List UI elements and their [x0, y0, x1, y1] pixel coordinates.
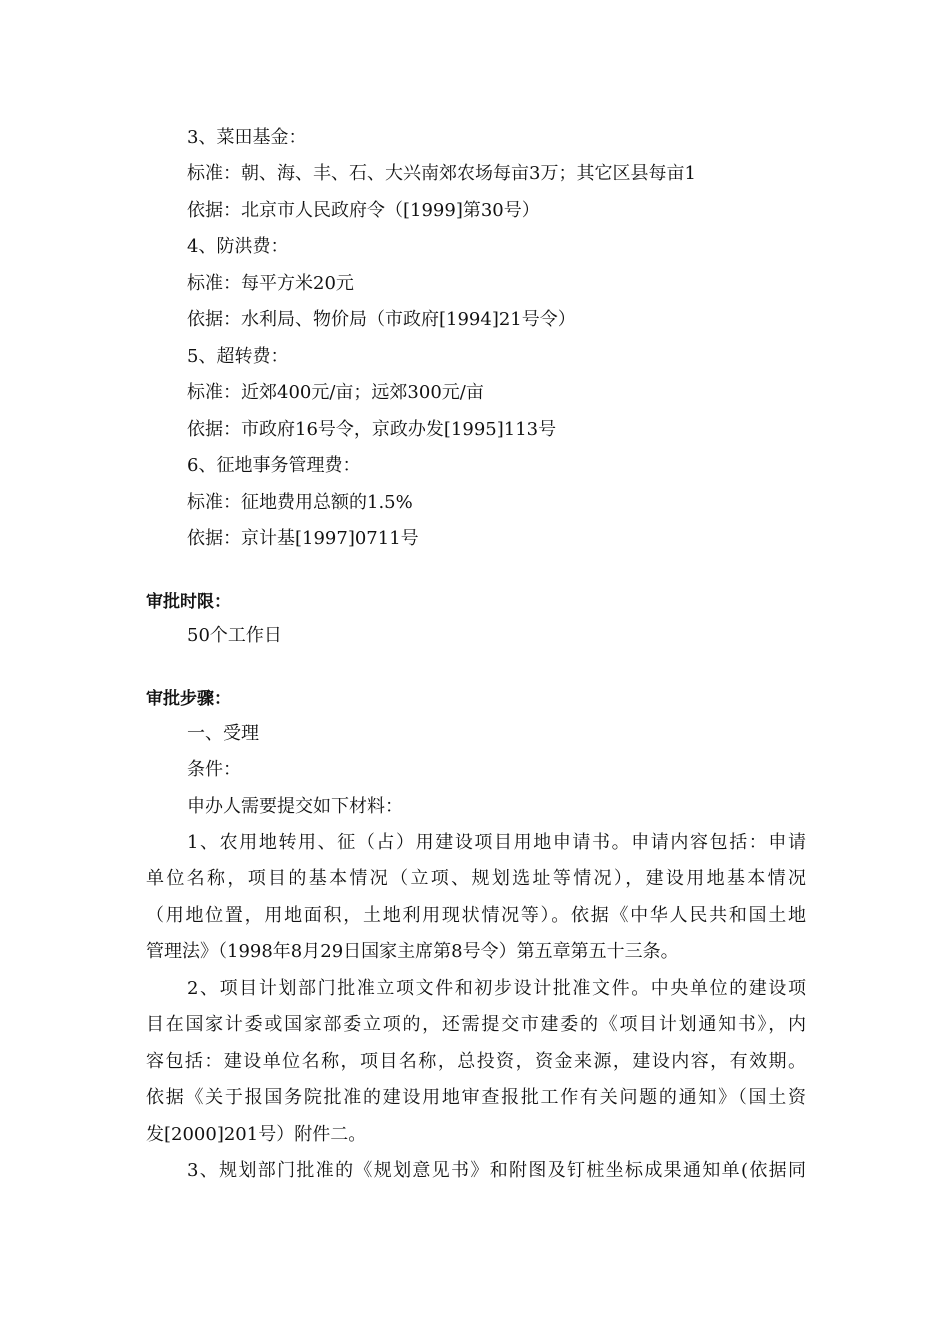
- paragraph-line: 3、规划部门批准的《规划意见书》和附图及钉桩坐标成果通知单(依据同: [187, 1160, 806, 1181]
- paragraph-line: 依据《关于报国务院批准的建设用地审查报批工作有关问题的通知》（国土资: [146, 1087, 806, 1108]
- time-limit-heading: 审批时限：: [146, 592, 231, 612]
- fee-title: 5、超转费：: [187, 346, 289, 367]
- fee-title: 3、菜田基金：: [187, 127, 307, 148]
- paragraph-line: 1、农用地转用、征（占）用建设项目用地申请书。申请内容包括：申请: [187, 832, 806, 853]
- fee-standard: 标准：朝、海、丰、石、大兴南郊农场每亩3万；其它区县每亩1: [187, 163, 696, 184]
- time-limit-value: 50个工作日: [187, 625, 282, 646]
- paragraph-line: 2、项目计划部门批准立项文件和初步设计批准文件。中央单位的建设项: [187, 978, 806, 999]
- paragraph-line: 目在国家计委或国家部委立项的，还需提交市建委的《项目计划通知书》，内: [146, 1014, 806, 1035]
- materials-intro: 申办人需要提交如下材料：: [187, 796, 403, 817]
- fee-basis: 依据：水利局、物价局（市政府[1994]21号令）: [187, 309, 576, 330]
- fee-standard: 标准：每平方米20元: [187, 273, 354, 294]
- steps-heading: 审批步骤：: [146, 689, 231, 709]
- fee-standard: 标准：近郊400元/亩；远郊300元/亩: [187, 382, 484, 403]
- fee-title: 4、防洪费：: [187, 236, 289, 257]
- condition-label: 条件：: [187, 759, 241, 780]
- paragraph-line: 单位名称，项目的基本情况（立项、规划选址等情况），建设用地基本情况: [146, 868, 806, 889]
- fee-basis: 依据：北京市人民政府令（[1999]第30号）: [187, 200, 540, 221]
- paragraph-line: （用地位置，用地面积，土地利用现状情况等）。依据《中华人民共和国土地: [146, 905, 806, 926]
- paragraph-line: 发[2000]201号）附件二。: [146, 1124, 367, 1145]
- fee-title: 6、征地事务管理费：: [187, 455, 361, 476]
- fee-basis: 依据：市政府16号令，京政办发[1995]113号: [187, 419, 557, 440]
- fee-basis: 依据：京计基[1997]0711号: [187, 528, 419, 549]
- paragraph-line: 管理法》（1998年8月29日国家主席第8号令）第五章第五十三条。: [146, 941, 679, 962]
- paragraph-line: 容包括：建设单位名称，项目名称，总投资，资金来源，建设内容，有效期。: [146, 1051, 806, 1072]
- fee-standard: 标准：征地费用总额的1.5%: [187, 492, 413, 513]
- step-acceptance: 一、受理: [187, 723, 259, 744]
